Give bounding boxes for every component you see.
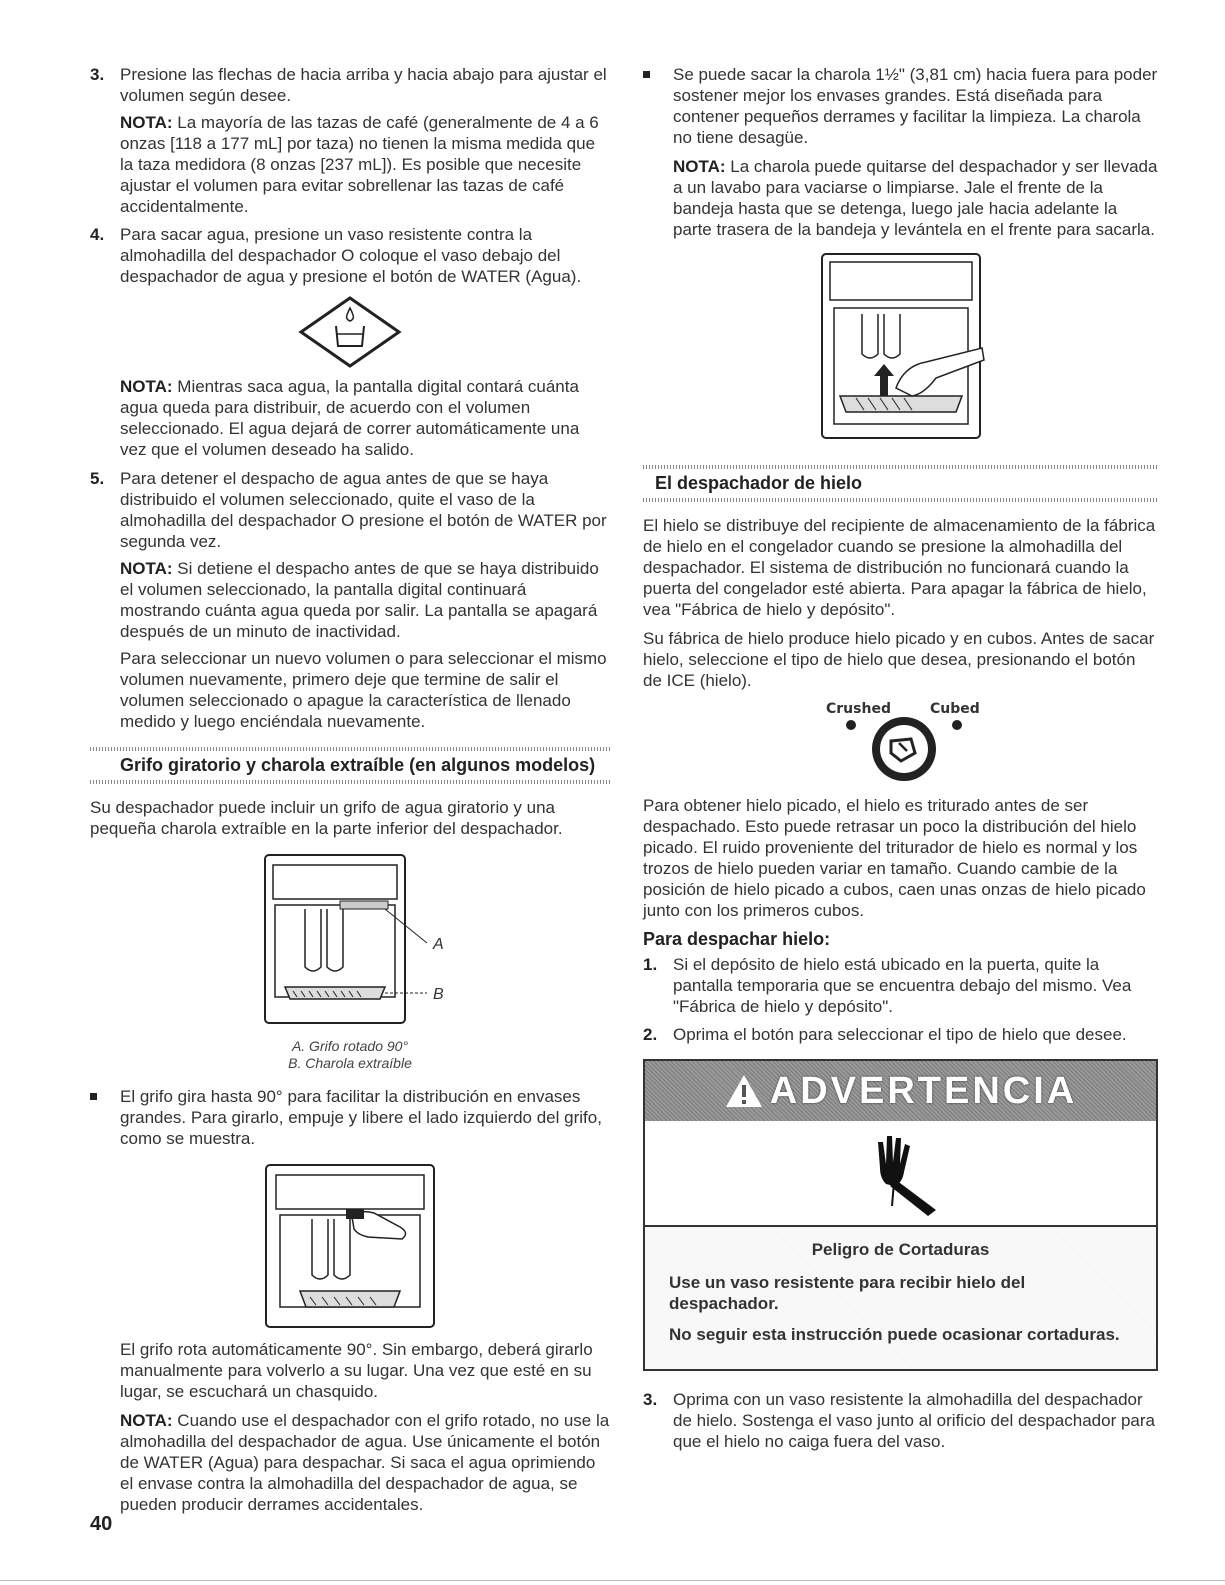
page-bottom-rule <box>0 1580 1225 1581</box>
subheading: Para despachar hielo: <box>643 929 831 949</box>
ice-selector-illustration <box>643 699 1158 785</box>
step-text: Para detener el despacho de agua antes de que se haya distribuido el volumen seleccionado, quite el vaso de la almohadilla del despachador O presione el botón de WATER por segunda vez. <box>120 469 607 551</box>
divider <box>643 498 1158 502</box>
note <box>643 156 1158 240</box>
step-number: 3. <box>643 1390 658 1409</box>
intro-paragraph: Su despachador puede incluir un grifo de agua giratorio y una pequeña charola extraíble en la parte inferior del despachador. <box>90 798 563 838</box>
note-label: NOTA: <box>120 113 173 132</box>
note-text: La charola puede quitarse del despachador y ser llevada a un lavabo para vaciarse o limpiarse. Jale el frente de la bandeja hasta que se detenga, luego jale hacia adelante la parte trasera de la bandeja y levántela en el frente para sacarla. <box>673 157 1158 239</box>
step-number: 4. <box>90 225 105 244</box>
note-text: Mientras saca agua, la pantalla digital contará cuánta agua queda para distribuir, de acuerdo con el volumen seleccionado. El agua dejará de correr automáticamente una vez que el volumen deseado ha salido. <box>120 377 580 459</box>
step-text: Oprima el botón para seleccionar el tipo de hielo que desee. <box>673 1025 1127 1044</box>
section-title: Grifo giratorio y charola extraíble (en algunos modelos) <box>120 755 596 775</box>
note-text: Si detiene el despacho antes de que se haya distribuido el volumen seleccionado, la pantalla digital continuará mostrando cuánta agua queda por salir. La pantalla se apagará después de un minuto de inactividad. <box>120 559 599 641</box>
label-a: A <box>433 936 444 953</box>
note <box>120 112 610 217</box>
left-column <box>90 64 610 1523</box>
warning-box <box>643 1059 1158 1371</box>
section-heading <box>643 460 1158 507</box>
paragraph: Su fábrica de hielo produce hielo picado y en cubos. Antes de sacar hielo, seleccione el tipo de hielo que desea, presionando el botón de ICE (hielo). <box>643 629 1155 690</box>
warning-triangle-icon <box>724 1073 764 1109</box>
section-title: El despachador de hielo <box>655 473 863 493</box>
bullet-item <box>90 1086 610 1149</box>
step-4 <box>90 224 610 287</box>
warning-body <box>645 1227 1156 1369</box>
step-5 <box>90 468 610 732</box>
step-number: 2. <box>643 1025 658 1044</box>
cubed-indicator-dot <box>952 720 962 730</box>
bullet-text: Se puede sacar la charola 1½" (3,81 cm) hacia fuera para poder sostener mejor los envases grandes. Está diseñada para contener pequeños derrames y facilitar la limpieza. La charola no tiene desagüe. <box>673 65 1158 147</box>
divider <box>90 780 610 784</box>
note-label: NOTA: <box>673 157 726 176</box>
step-3 <box>90 64 610 217</box>
step-text: Oprima con un vaso resistente la almohadilla del despachador de hielo. Sostenga el vaso junto al orificio del despachador para que el hielo no caiga fuera del vaso. <box>673 1390 1155 1451</box>
bullet-square <box>90 1093 97 1100</box>
crushed-label: Crushed <box>826 701 891 717</box>
note <box>90 1410 610 1515</box>
page-number: 40 <box>90 1513 113 1535</box>
note-label: NOTA: <box>120 559 173 578</box>
bullet-square <box>643 71 650 78</box>
warning-title: ADVERTENCIA <box>769 1069 1078 1112</box>
paragraph: El grifo rota automáticamente 90°. Sin embargo, deberá girarlo manualmente para volverlo a su lugar. Una vez que esté en su lugar, se escuchará un chasquido. <box>120 1340 593 1401</box>
step-number: 1. <box>643 955 658 974</box>
dispenser-rotate-illustration <box>250 1157 450 1333</box>
step-text: Presione las flechas de hacia arriba y hacia abajo para ajustar el volumen según desee. <box>120 65 607 105</box>
paragraph: Para obtener hielo picado, el hielo es triturado antes de ser despachado. Esto puede retrasar un poco la distribución del hielo picado. El ruido proveniente del triturador de hielo es normal y los trozos de hielo pueden variar en tamaño. Cuando cambie de la posición de hielo picado a cubos, caen unas onzas de hielo picado junto con los primeros cubos. <box>643 796 1146 920</box>
warning-consequence: No seguir esta instrucción puede ocasionar cortaduras. <box>669 1325 1120 1344</box>
divider <box>643 465 1158 469</box>
cubed-label: Cubed <box>930 701 980 717</box>
warning-header <box>645 1061 1156 1121</box>
paragraph: El hielo se distribuye del recipiente de almacenamiento de la fábrica de hielo en el congelador cuando se presione la almohadilla del despachador. El sistema de distribución no funcionará cuando la puerta del congelador esté abierta. Para apagar la fábrica de hielo, vea "Fábrica de hielo y depósito". <box>643 516 1156 619</box>
step-extra-text: Para seleccionar un nuevo volumen o para seleccionar el mismo volumen nuevamente, primero deje que termine de salir el volumen seleccionado o apague la característica de llenado medido y luego enciéndala nuevamente. <box>120 649 607 731</box>
note-text: Cuando use el despachador con el grifo rotado, no use la almohadilla del despachador de agua. Use únicamente el botón de WATER (Agua) para despachar. Si saca el agua oprimiendo el envase contra la almohadilla del despachador de agua, se pueden producir derrames accidentales. <box>120 1411 610 1514</box>
dispenser-illustration-a-b <box>235 847 465 1032</box>
section-heading <box>90 742 610 789</box>
ice-step-1 <box>643 954 1158 1017</box>
warning-symbol-area <box>645 1121 1156 1227</box>
tray-removal-illustration <box>806 248 996 444</box>
note-label: NOTA: <box>120 1411 173 1430</box>
note-text: La mayoría de las tazas de café (generalmente de 4 a 6 onzas [118 a 177 mL] por taza) no tienen la misma medida que la taza medidora (8 onzas [237 mL]). Es posible que necesite ajustar el volumen para evitar sobrellenar las tazas de café accidentalmente. <box>120 113 599 216</box>
label-b: B <box>433 986 444 1003</box>
ice-step-2 <box>643 1024 1158 1045</box>
hazard-title: Peligro de Cortaduras <box>811 1240 990 1259</box>
figure-caption <box>90 1038 610 1072</box>
step-text: Si el depósito de hielo está ubicado en la puerta, quite la pantalla temporaria que se encuentra debajo del mismo. Vea "Fábrica de hielo y depósito". <box>673 955 1132 1016</box>
divider <box>90 747 610 751</box>
bullet-text: El grifo gira hasta 90° para facilitar la distribución en envases grandes. Para girarlo, empuje y libere el lado izquierdo del grifo, como se muestra. <box>120 1087 602 1148</box>
caption-a: A. Grifo rotado 90° <box>291 1038 409 1054</box>
note <box>90 376 610 460</box>
right-column <box>643 64 1158 1459</box>
step-number: 5. <box>90 469 105 488</box>
step-text: Para sacar agua, presione un vaso resistente contra la almohadilla del despachador O coloque el vaso debajo del despachador de agua y presione el botón de WATER (Agua). <box>120 225 582 286</box>
note-label: NOTA: <box>120 377 173 396</box>
crushed-indicator-dot <box>846 720 856 730</box>
ice-step-3 <box>643 1389 1158 1452</box>
bullet-item <box>643 64 1158 148</box>
cut-hazard-hand-icon <box>856 1128 946 1218</box>
caption-b: B. Charola extraíble <box>288 1055 412 1071</box>
step-number: 3. <box>90 65 105 84</box>
warning-instruction: Use un vaso resistente para recibir hielo del despachador. <box>669 1273 1026 1313</box>
note <box>120 558 610 642</box>
ice-button-icon <box>839 717 969 783</box>
water-button-icon <box>295 294 405 370</box>
